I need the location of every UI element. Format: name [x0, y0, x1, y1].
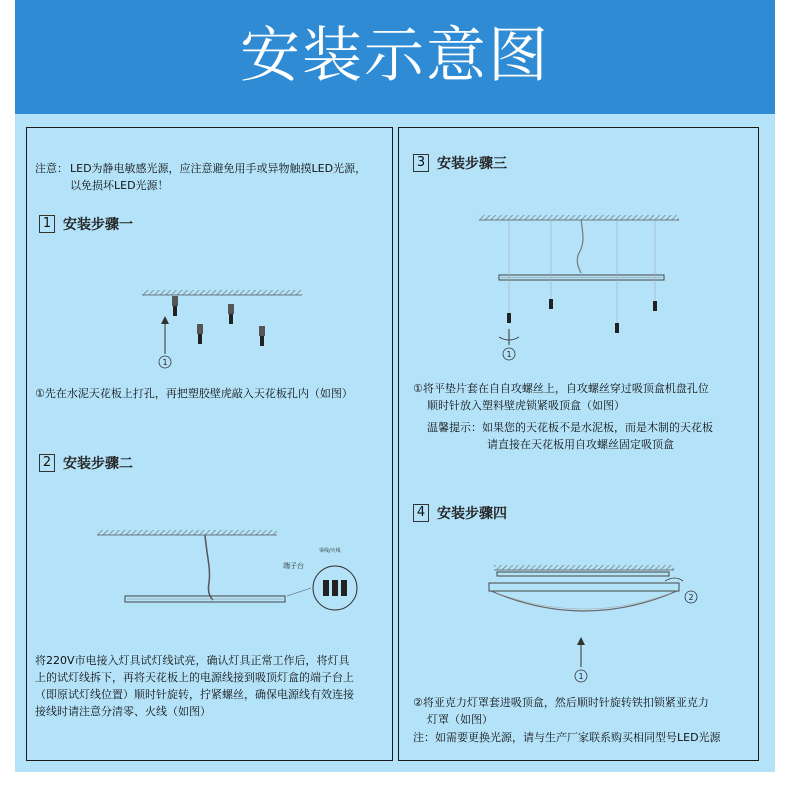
step-4-text-1: ②将亚克力灯罩套进吸顶盒，然后顺时针旋转铁扣锁紧亚克力 [413, 696, 709, 709]
step-2-diagram [87, 528, 377, 638]
step-3-diagram [469, 213, 689, 363]
step-2-number: 2 [39, 454, 55, 472]
step-1-number: 1 [39, 215, 55, 233]
right-panel [398, 127, 759, 761]
step-4-diagram [469, 563, 699, 688]
self-tapping-screws [507, 299, 657, 333]
step-1-title: 安装步骤一 [63, 217, 133, 233]
step-3-tip-1: 温馨提示：如果您的天花板不是水泥板，而是木制的天花板 [427, 421, 713, 434]
step-3-text-1: ①将平垫片套在自自攻螺丝上，自攻螺丝穿过吸顶盒机盘孔位 [413, 382, 709, 395]
concrete-ceiling [479, 215, 679, 220]
step-4-note: 注：如需要更换光源，请与生产厂家联系购买相同型号LED光源 [413, 731, 721, 744]
header-banner [15, 0, 775, 114]
notice-line-1: LED为静电敏感光源，应注意避免用手或异物触摸LED光源， [70, 162, 367, 175]
step-4-callout-1: 1 [578, 672, 584, 681]
step-1-heading [39, 214, 133, 234]
notice-label: 注意： [35, 162, 68, 175]
step-4-title: 安装步骤四 [437, 506, 507, 522]
wall-plug-3 [197, 324, 203, 344]
wall-plug-1 [172, 296, 178, 316]
step-2-text-4: 接线时请注意分清零、火线（如图） [35, 705, 211, 718]
step-2-text-2: 上的试灯线拆下，再将天花板上的电源线接到吸顶灯盒的端子台上 [35, 671, 354, 684]
acrylic-shade [491, 591, 677, 611]
left-panel [26, 127, 393, 761]
step-2-text-3: （即原试灯线位置）顺时针旋转，拧紧螺丝，确保电源线有效连接 [35, 688, 354, 701]
step-3-callout: 1 [506, 350, 512, 359]
wall-plug-4 [259, 326, 265, 346]
wall-plug-2 [228, 304, 234, 324]
page-title: 安装示意图 [240, 21, 550, 91]
concrete-ceiling [494, 565, 674, 570]
power-cable [577, 220, 583, 273]
step-3-title: 安装步骤三 [437, 156, 507, 172]
step-2-heading [39, 453, 133, 473]
step-3-tip-2: 请直接在天花板用自攻螺丝固定吸顶盒 [487, 438, 674, 451]
iron-clip [489, 583, 679, 591]
instruction-canvas [15, 114, 775, 772]
step-3-number: 3 [413, 154, 429, 172]
step-1-text: ①先在水泥天花板上打孔，再把塑胶壁虎敲入天花板孔内（如图） [35, 387, 353, 400]
step-4-callout-2: 2 [688, 593, 694, 602]
concrete-ceiling [142, 290, 302, 295]
terminal-block [323, 580, 347, 596]
step-1-callout: 1 [162, 358, 168, 367]
step-2-text-1: 将220V市电接入灯具试灯线试亮，确认灯具正常工作后，将灯具 [35, 654, 350, 667]
notice-line-2: 以免损坏LED光源！ [70, 179, 169, 192]
wire-label: 零线/火线 [319, 548, 341, 554]
step-4-text-2: 灯罩（如图） [427, 713, 493, 726]
step-4-heading [413, 503, 507, 523]
step-3-text-2: 顺时针放入塑料壁虎锁紧吸顶盒（如图） [427, 399, 625, 412]
step-3-heading [413, 153, 507, 173]
power-cable [205, 535, 213, 600]
ceiling-box [497, 572, 669, 576]
step-2-title: 安装步骤二 [63, 456, 133, 472]
terminal-label: 端子台 [283, 562, 304, 570]
step-1-diagram [127, 288, 327, 378]
concrete-ceiling [97, 530, 277, 535]
step-4-number: 4 [413, 504, 429, 522]
